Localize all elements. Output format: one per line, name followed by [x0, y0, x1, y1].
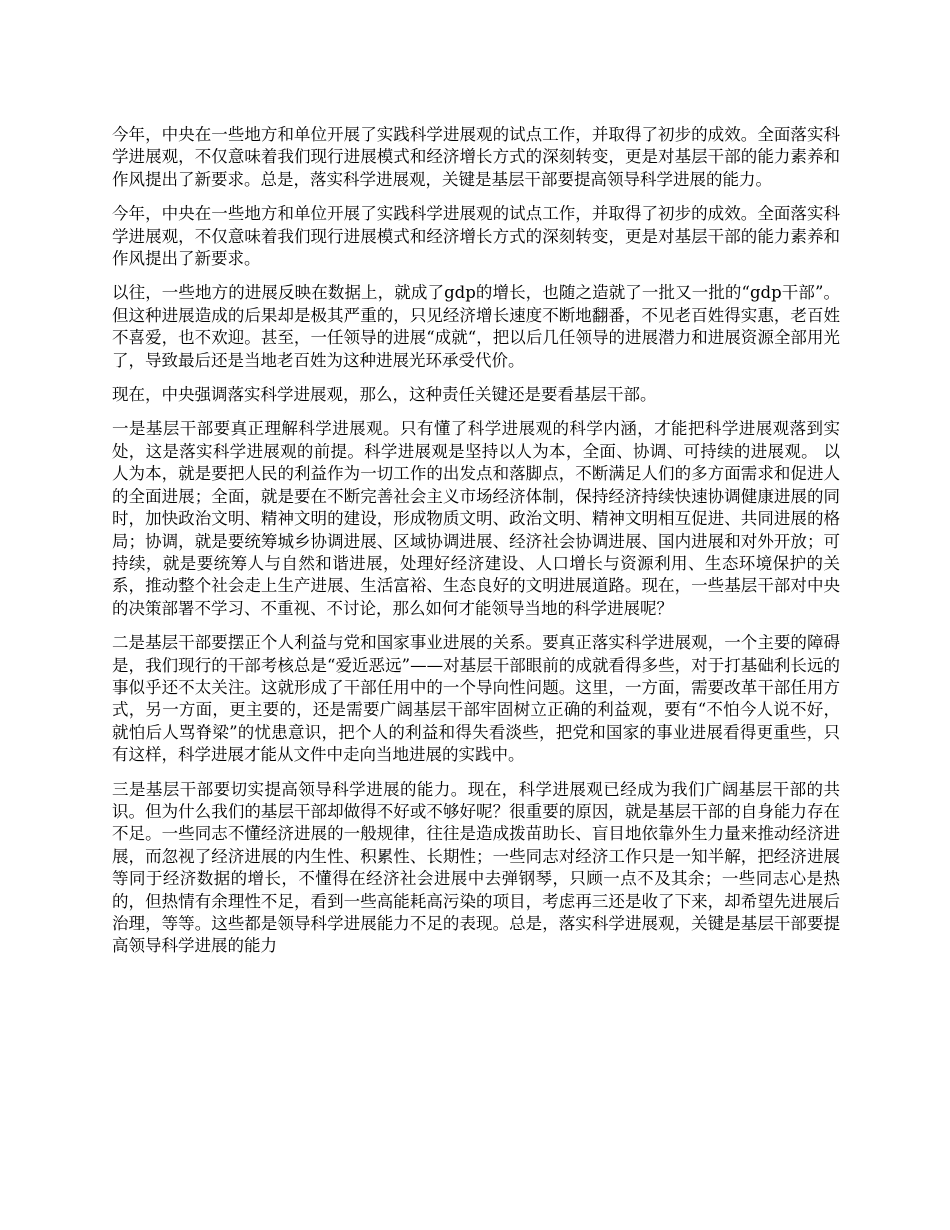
paragraph-1: 今年，中央在一些地方和单位开展了实践科学进展观的试点工作，并取得了初步的成效。全面落实科学进展观，不仅意味着我们现行进展模式和经济增长方式的深刻转变，更是对基层干部的能力素养和作风提出了新要求。总是，落实科学进展观，关键是基层干部要提高领导科学进展的能力。: [112, 125, 840, 189]
paragraph-6: 二是基层干部要摆正个人利益与党和国家事业进展的关系。要真正落实科学进展观，一个主要的障碍是，我们现行的干部考核总是“爱近恶远”——对基层干部眼前的成就看得多些，对于打基础利长远的事似乎还不太关注。这就形成了干部任用中的一个导向性问题。这里，一方面，需要改革干部任用方式，另一方面，更主要的，还是需要广阔基层干部牢固树立正确的利益观，要有“不怕今人说不好，就怕后人骂脊梁”的忧患意识，把个人的利益和得失看淡些，把党和国家的事业进展看得更重些，只有这样，科学进展才能从文件中走向当地进展的实践中。: [112, 633, 840, 765]
document-body: [112, 124, 840, 970]
paragraph-3: 以往，一些地方的进展反映在数据上，就成了gdp的增长，也随之造就了一批又一批的“gdp干部”。但这种进展造成的后果却是极其严重的，只见经济增长速度不断地翻番，不见老百姓得实惠，老百姓不喜爱，也不欢迎。甚至，一任领导的进展“成就“，把以后几任领导的进展潜力和进展资源全部用光了，导致最后还是当地老百姓为这种进展光环承受代价。: [112, 283, 840, 370]
paragraph-4: 现在，中央强调落实科学进展观，那么，这种责任关键还是要看基层干部。: [112, 385, 657, 405]
paragraph-2: 今年，中央在一些地方和单位开展了实践科学进展观的试点工作，并取得了初步的成效。全面落实科学进展观，不仅意味着我们现行进展模式和经济增长方式的深刻转变，更是对基层干部的能力素养和作风提出了新要求。: [112, 204, 840, 269]
paragraph-5: 一是基层干部要真正理解科学进展观。只有懂了科学进展观的科学内涵，才能把科学进展观落到实处，这是落实科学进展观的前提。科学进展观是坚持以人为本，全面、协调、可持续的进展观。 以人为本，就是要把人民的利益作为一切工作的出发点和落脚点，不断满足人们的多方面需求和促进人的全面进展；全面，就是要在不断完善社会主义市场经济体制，保持经济持续快速协调健康进展的同时，加快政治文明、精神文明的建设，形成物质文明、政治文明、精神文明相互促进、共同进展的格局；协调，就是要统筹城乡协调进展、区域协调进展、经济社会协调进展、国内进展和对外开放；可持续，就是要统筹人与自然和谐进展，处理好经济建设、人口增长与资源利用、生态环境保护的关系，推动整个社会走上生产进展、生活富裕、生态良好的文明进展道路。现在，一些基层干部对中央的决策部署不学习、不重视、不讨论，那么如何才能领导当地的科学进展呢？: [112, 419, 840, 618]
paragraph-7: 三是基层干部要切实提高领导科学进展的能力。现在，科学进展观已经成为我们广阔基层干部的共识。但为什么我们的基层干部却做得不好或不够好呢？很重要的原因，就是基层干部的自身能力存在不足。一些同志不懂经济进展的一般规律，往往是造成拨苗助长、盲目地依靠外生力量来推动经济进展，而忽视了经济进展的内生性、积累性、长期性；一些同志对经济工作只是一知半解，把经济进展等同于经济数据的增长，不懂得在经济社会进展中去弹钢琴，只顾一点不及其余；一些同志心是热的，但热情有余理性不足，看到一些高能耗高污染的项目，考虑再三还是收了下来，却希望先进展后治理，等等。这些都是领导科学进展能力不足的表现。总是，落实科学进展观，关键是基层干部要提高领导科学进展的能力: [112, 779, 840, 956]
